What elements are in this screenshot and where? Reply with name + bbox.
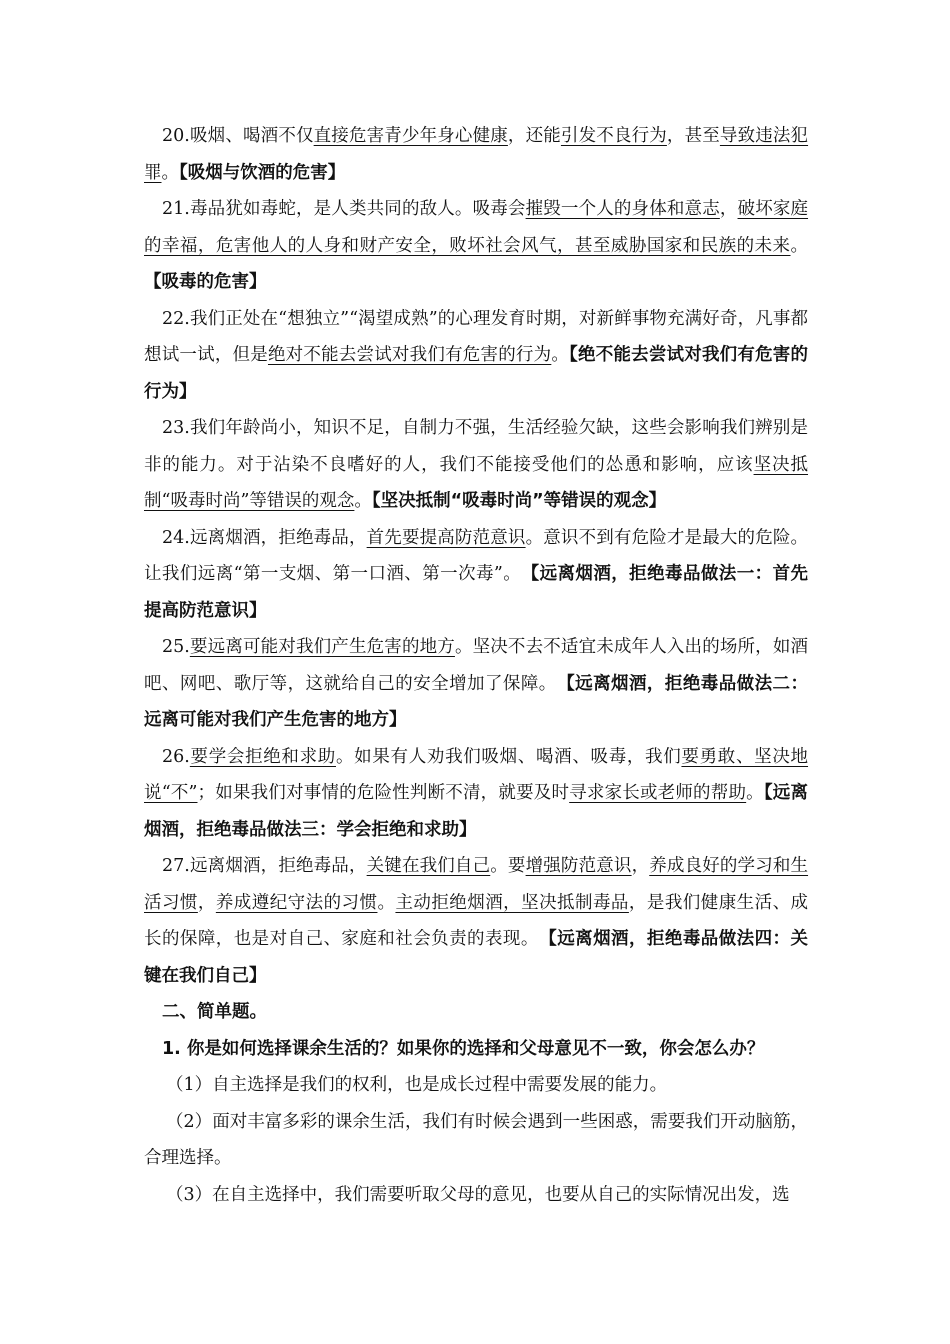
underlined-answer: 要勇敢、坚决地说“不”: [144, 746, 809, 803]
body-text: 我们正处在“想独立”“渴望成熟”的心理发育时期，对新鲜事物充满好奇，凡事都想试一试，但是: [144, 308, 808, 365]
body-text: 远离烟酒，拒绝毒品，: [189, 856, 367, 876]
body-text: 吸烟、喝酒不仅: [189, 126, 314, 146]
underlined-answer: 导致违法犯罪: [144, 126, 809, 183]
body-text: ，甚至: [666, 126, 720, 146]
document-page: [144, 118, 808, 1213]
body-text: 。: [551, 345, 570, 365]
body-text: 。: [790, 235, 808, 256]
bracket-summary: 【吸烟与饮酒的危害】: [179, 162, 346, 183]
body-text: 。: [377, 892, 396, 913]
item-number: 21.: [162, 199, 190, 219]
body-text: 。要: [490, 856, 526, 876]
body-text: 。如果有人劝我们吸烟、喝酒、吸毒，我们: [335, 746, 682, 767]
item-number: 27.: [162, 856, 190, 876]
item-number: 23.: [162, 418, 190, 438]
bracket-summary: 【绝不能去尝试对我们有危害的行为】: [144, 345, 809, 402]
item-paragraph: [144, 848, 808, 994]
bracket-summary: 【远离烟酒，拒绝毒品做法二：远离可能对我们产生危害的地方】: [144, 673, 808, 730]
body-text: 。意识不到有危险才是最大的危险。让我们远离“第一支烟、第一口酒、第一次毒”。: [144, 527, 809, 584]
question-text: 1. 你是如何选择课余生活的？如果你的选择和父母意见不一致，你会怎么办？: [162, 1038, 765, 1059]
item-paragraph: [144, 301, 808, 411]
body-text: 我们年龄尚小，知识不足，自制力不强，生活经验欠缺，这些会影响我们辨别是非的能力。对于沾染不良嗜好的人，我们不能接受他们的怂恿和影响，应该: [144, 418, 808, 475]
item-paragraph: [144, 410, 808, 520]
bracket-summary: 【远离烟酒，拒绝毒品做法一：首先提高防范意识】: [144, 564, 808, 621]
item-number: 22.: [162, 308, 190, 329]
underlined-answer: 首先要提高防范意识: [366, 527, 526, 548]
item-paragraph: [144, 118, 808, 191]
underlined-answer: 直接危害青少年身心健康: [313, 126, 508, 146]
underlined-answer: 破坏家庭的幸福，危害他人的人身和财产安全，败坏社会风气，甚至威胁国家和民族的未来: [144, 199, 809, 256]
underlined-answer: 养成良好的学习和生活习惯: [144, 856, 809, 913]
underlined-answer: 要远离可能对我们产生危害的地方: [189, 637, 455, 657]
body-text: 远离烟酒，拒绝毒品，: [189, 527, 367, 548]
item-paragraph: [144, 520, 808, 630]
underlined-answer: 养成遵纪守法的习惯: [215, 892, 378, 913]
body-text: ，还能: [507, 126, 561, 146]
item-number: 24.: [162, 527, 190, 548]
answer-2: （2）面对丰富多彩的课余生活，我们有时候会遇到一些困惑，需要我们开动脑筋，合理选择。: [144, 1111, 808, 1168]
underlined-answer: 要学会拒绝和求助: [189, 746, 336, 767]
body-text: ，是我们健康生活、成长的保障，也是对自己、家庭和社会负责的表现。: [144, 892, 809, 949]
item-paragraph: [144, 191, 808, 301]
bracket-summary: 【吸毒的危害】: [144, 272, 267, 292]
section-heading: 二、简单题。: [162, 1002, 267, 1022]
body-text: ，: [719, 199, 738, 219]
answer-1: （1）自主选择是我们的权利，也是成长过程中需要发展的能力。: [166, 1075, 668, 1095]
body-text: 。: [354, 491, 372, 511]
underlined-answer: 绝对不能去尝试对我们有危害的行为: [267, 345, 552, 365]
body-text: 。: [746, 783, 764, 803]
body-text: 。: [161, 162, 179, 183]
underlined-answer: 主动拒绝烟酒，坚决抵制毒品: [395, 892, 629, 913]
body-text: ，: [631, 856, 650, 876]
underlined-answer: 关键在我们自己: [366, 856, 491, 876]
body-text: ，: [197, 892, 216, 913]
body-text: 毒品犹如毒蛇，是人类共同的敌人。吸毒会: [189, 199, 526, 219]
underlined-answer: 寻求家长或老师的帮助: [569, 783, 747, 803]
item-paragraph: [144, 739, 808, 849]
underlined-answer: 坚决抵制“吸毒时尚”等错误的观念: [144, 454, 809, 511]
bracket-summary: 【远离烟酒，拒绝毒品做法四：关键在我们自己】: [144, 929, 809, 986]
item-number: 25.: [162, 637, 190, 657]
body-text: 。坚决不去不适宜未成年人入出的场所，如酒吧、网吧、歌厅等，这就给自己的安全增加了保障。: [144, 637, 809, 694]
underlined-answer: 增强防范意识: [525, 856, 632, 876]
bracket-summary: 【远离烟酒，拒绝毒品做法三：学会拒绝和求助】: [144, 783, 809, 840]
body-text: ；如果我们对事情的危险性判断不清，就要及时: [197, 783, 570, 803]
bracket-summary: 【坚决抵制“吸毒时尚”等错误的观念】: [371, 491, 667, 511]
fill-blank-items: [144, 118, 808, 994]
answer-3: （3）在自主选择中，我们需要听取父母的意见，也要从自己的实际情况出发，选: [166, 1184, 790, 1205]
item-paragraph: [144, 629, 808, 739]
item-number: 20.: [162, 126, 190, 146]
underlined-answer: 摧毁一个人的身体和意志: [525, 199, 720, 219]
item-number: 26.: [162, 746, 190, 767]
underlined-answer: 引发不良行为: [560, 126, 667, 146]
